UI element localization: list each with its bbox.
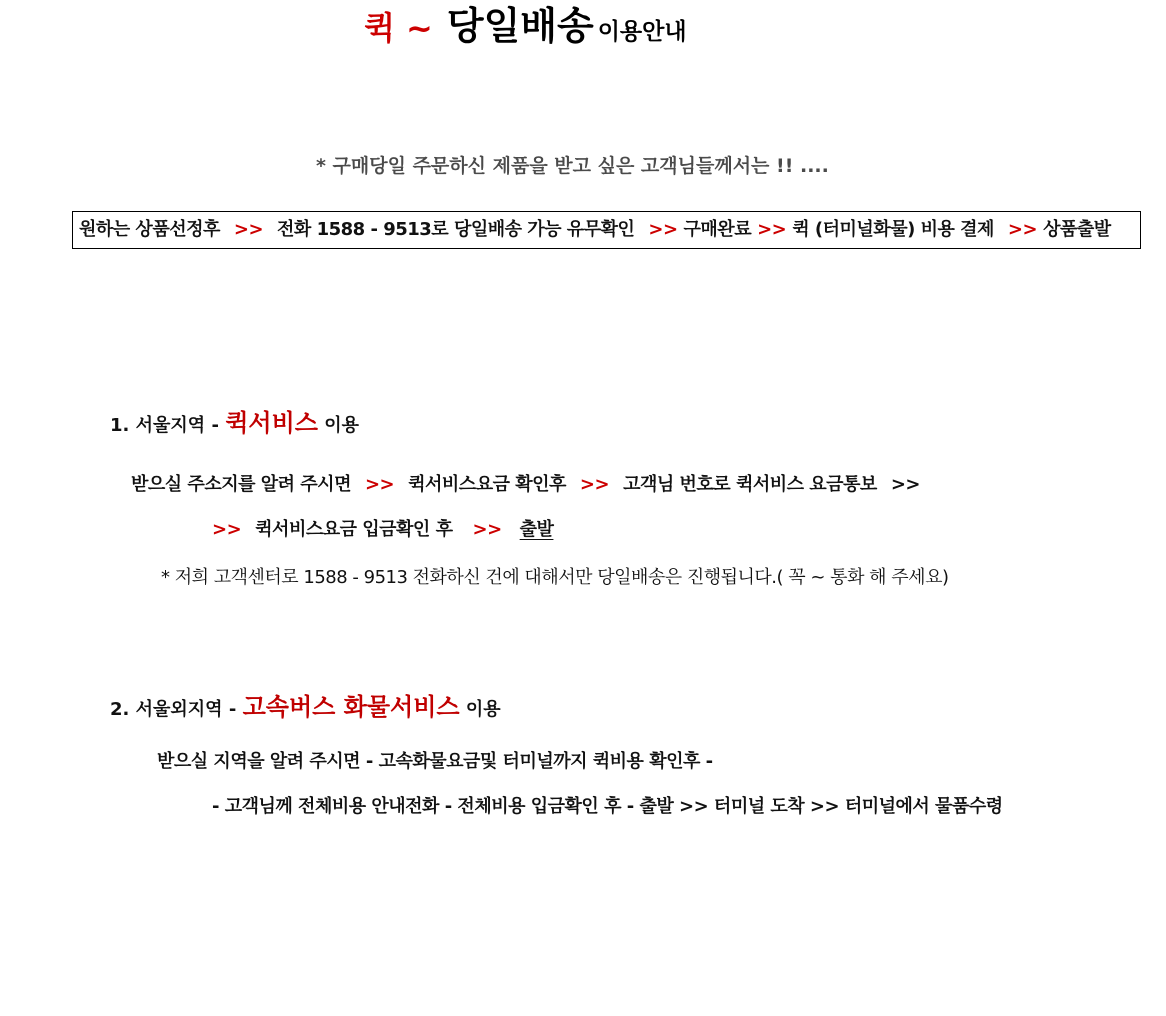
process-step-select: 원하는 상품선정후: [79, 219, 220, 240]
section1-line1: [131, 471, 920, 499]
section1-line1-d: >>: [890, 474, 920, 495]
title-quick: 퀵 ~: [364, 9, 433, 47]
section1-line2-a: 퀵서비스요금 입금확인 후: [255, 519, 453, 540]
section2-highlight: 고속버스 화물서비스: [242, 693, 460, 721]
section2-line1: 받으실 지역을 알려 주시면 - 고속화물요금및 터미널까지 퀵비용 확인후 -: [157, 751, 713, 772]
intro-note: * 구매당일 주문하신 제품을 받고 싶은 고객님들께서는 !! ....: [316, 155, 829, 177]
section1-highlight: 퀵서비스: [225, 409, 318, 437]
section1-prefix: 1. 서울지역 -: [110, 415, 219, 436]
section2-prefix: 2. 서울외지역 -: [110, 699, 237, 720]
section1-line2: [212, 516, 553, 544]
section1-line2-b: 출발: [519, 519, 554, 540]
section2-title: [110, 692, 501, 725]
process-arrow: >>: [1007, 219, 1038, 240]
section1-arrow: >>: [472, 519, 502, 540]
section2-suffix: 이용: [465, 699, 501, 720]
process-flow: [79, 216, 1111, 244]
process-arrow: >>: [648, 219, 678, 240]
section1-arrow: >>: [364, 474, 395, 495]
section1-line1-c: 고객님 번호로 퀵서비스 요금통보: [623, 474, 877, 495]
section1-arrow: >>: [579, 474, 610, 495]
section1-suffix: 이용: [324, 415, 360, 436]
title-main: 당일배송: [446, 4, 594, 48]
process-step-payment: 퀵 (터미널화물) 비용 결제: [792, 219, 994, 240]
process-arrow: >>: [757, 219, 787, 240]
page-title: [364, 4, 687, 56]
process-step-call: 전화 1588 - 9513로 당일배송 가능 유무확인: [277, 219, 635, 240]
section1-arrow: >>: [212, 519, 242, 540]
section1-note: * 저희 고객센터로 1588 - 9513 전화하신 건에 대해서만 당일배송은 진행됩니다.( 꼭 ~ 통화 해 주세요): [161, 567, 949, 588]
section1-line1-b: 퀵서비스요금 확인후: [408, 474, 566, 495]
process-arrow: >>: [233, 219, 264, 240]
title-sub: 이용안내: [597, 19, 687, 45]
section2-line2: - 고객님께 전체비용 안내전화 - 전체비용 입금확인 후 - 출발 >> 터미널 도착 >> 터미널에서 물품수령: [212, 796, 1003, 817]
process-step-ship: 상품출발: [1043, 219, 1111, 240]
section1-title: [110, 408, 359, 441]
process-step-purchase: 구매완료: [683, 219, 752, 240]
section1-line1-a: 받으실 주소지를 알려 주시면: [131, 474, 351, 495]
